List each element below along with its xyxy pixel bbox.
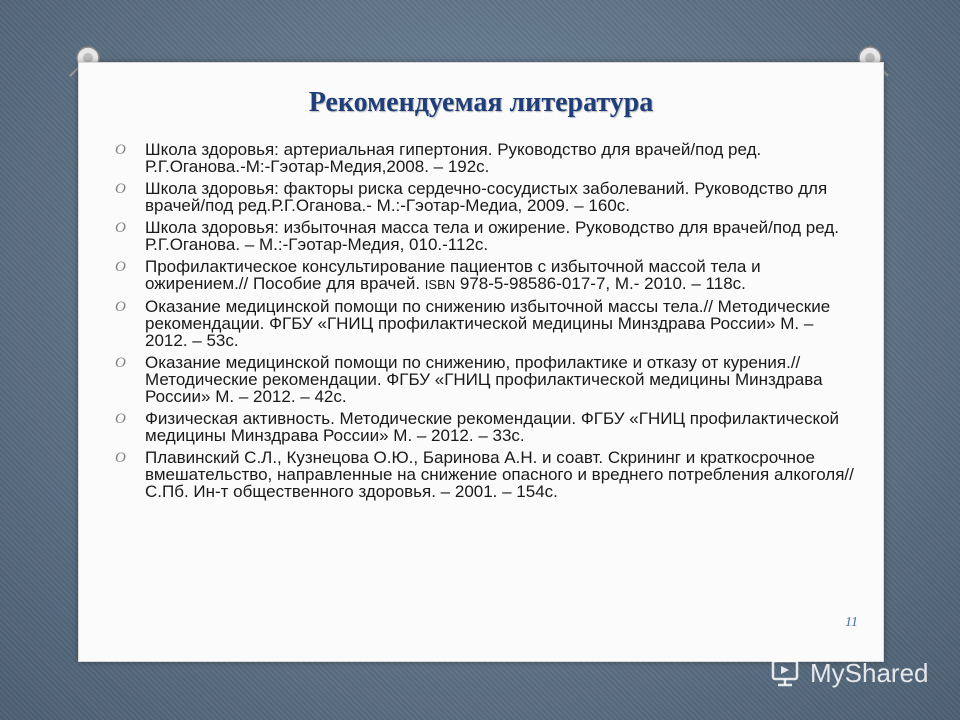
- myshared-logo-icon: [770, 656, 804, 690]
- reference-text: Плавинский С.Л., Кузнецова О.Ю., Баринова А.Н. и соавт. Скрининг и краткосрочное вмешательство, направленные на снижение опасного и вреднего потребления алкоголя//С.Пб. Ин-т общественного здоровья. – 2001. – 154с.: [145, 448, 854, 501]
- reference-text: Оказание медицинской помощи по снижению избыточной массы тела.// Методические рекомендации. ФГБУ «ГНИЦ профилактической медицины Минздрава России» М. – 2012. – 53с.: [145, 297, 831, 350]
- reference-text: Школа здоровья: факторы риска сердечно-сосудистых заболеваний. Руководство для врачей/под ред.Р.Г.Оганова.- М.:-Гэотар-Медиа, 2009. – 160с.: [145, 179, 828, 215]
- bullet-icon: O: [115, 142, 126, 158]
- bullet-icon: O: [115, 259, 126, 275]
- literature-list: [115, 141, 855, 505]
- slide-title: Рекомендуемая литература: [308, 87, 654, 118]
- list-item: [115, 219, 855, 253]
- list-item: [115, 180, 855, 214]
- bullet-icon: O: [115, 299, 126, 315]
- watermark: [770, 656, 929, 690]
- list-item: [115, 354, 855, 405]
- reference-text: [145, 257, 761, 293]
- reference-text: Оказание медицинской помощи по снижению, профилактике и отказу от курения.// Методические рекомендации. ФГБУ «ГНИЦ профилактической медицины Минздрава России» М. – 2012. – 42с.: [145, 353, 823, 406]
- watermark-text: MyShared: [810, 657, 929, 688]
- list-item: [115, 449, 855, 500]
- reference-text: Физическая активность. Методические рекомендации. ФГБУ «ГНИЦ профилактической медицины Минздрава России» М. – 2012. – 33с.: [145, 409, 840, 445]
- list-item: [115, 258, 855, 293]
- reference-text: Школа здоровья: артериальная гипертония. Руководство для врачей/под ред. Р.Г.Оганова.-М:-Гэотар-Медия,2008. – 192с.: [145, 140, 762, 176]
- list-item: [115, 298, 855, 349]
- isbn-label: ISBN: [424, 277, 456, 292]
- bullet-icon: O: [115, 220, 126, 236]
- page-number: 11: [845, 615, 858, 630]
- reference-text-after: 978-5-98586-017-7, М.- 2010. – 118с.: [455, 274, 746, 293]
- reference-text: Школа здоровья: избыточная масса тела и ожирение. Руководство для врачей/под ред. Р.Г.Оганова. – М.:-Гэотар-Медия, 010.-112с.: [145, 218, 839, 254]
- reference-text-before: Профилактическое консультирование пациентов с избыточной массой тела и ожирением.// Пособие для врачей.: [145, 257, 761, 293]
- bullet-icon: O: [115, 411, 126, 427]
- slide-card: [78, 62, 884, 662]
- list-item: [115, 410, 855, 444]
- bullet-icon: O: [115, 450, 126, 466]
- list-item: [115, 141, 855, 175]
- bullet-icon: O: [115, 355, 126, 371]
- bullet-icon: O: [115, 181, 126, 197]
